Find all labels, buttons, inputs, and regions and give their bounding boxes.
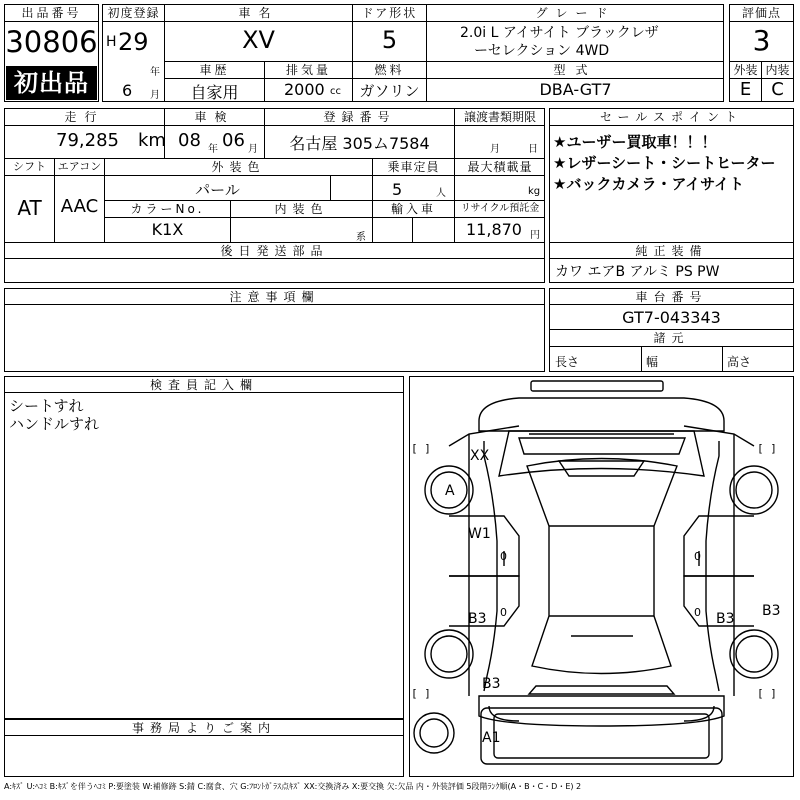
mark-b3-side: B3 [762, 603, 781, 619]
grade-line2: ーセレクション 4WD [474, 43, 610, 59]
model-type-label: 型式 [553, 63, 598, 77]
interior-grade-label: 内装 [765, 63, 790, 77]
mark-zero-right-1: 0 [694, 550, 701, 563]
mark-a1: A1 [482, 730, 501, 746]
mileage-label: 走行 [64, 110, 105, 124]
max-load-label: 最大積載量 [467, 160, 533, 174]
office-label: 事務局よりご案内 [131, 721, 276, 735]
color-no-value: K1X [151, 220, 184, 239]
sales-point-2: ★レザーシート・シートヒーター [553, 154, 776, 172]
fuel-label: 燃料 [374, 63, 405, 77]
mark-w1: W1 [468, 526, 491, 542]
capacity-unit: 人 [436, 188, 446, 199]
notes-label: 注意事項欄 [229, 290, 320, 304]
door-label: ドア形状 [361, 6, 418, 20]
history-value: 自家用 [190, 83, 239, 102]
mark-xx: XX [470, 448, 490, 464]
chassis-value: GT7-043343 [622, 308, 721, 327]
mark-b3-rear: B3 [482, 676, 501, 692]
sales-point-3: ★バックカメラ・アイサイト [553, 175, 745, 193]
car-diagram [409, 376, 794, 777]
mark-zero-right-2: 0 [694, 606, 701, 619]
mark-zero-left-2: 0 [500, 606, 507, 619]
max-load-unit: kg [528, 186, 541, 197]
grade-label: グレード [535, 6, 616, 20]
interior-grade-value: C [771, 79, 784, 100]
score-value: 3 [752, 24, 771, 57]
bracket-left-lower: [ ] [411, 687, 431, 700]
first-reg-year-unit: 年 [150, 67, 160, 78]
shift-label: シフト [13, 160, 46, 173]
lot-number: 30806 [5, 25, 98, 59]
first-reg-month-unit: 月 [150, 90, 160, 101]
inspector-label: 検査員記入欄 [149, 378, 258, 392]
equipment-value: カワ エアB アルミ PS PW [555, 264, 720, 280]
bracket-right-lower: [ ] [757, 687, 777, 700]
displacement-unit: cc [330, 86, 341, 97]
reg-number-label: 登録番号 [323, 110, 396, 124]
capacity-label: 乗車定員 [387, 160, 440, 174]
mark-b3-right: B3 [716, 611, 735, 627]
aircon-label: エアコン [57, 160, 102, 173]
exterior-color-value: パール [195, 181, 240, 199]
inspector-line-2: ハンドルすれ [9, 415, 100, 433]
displacement-value: 2000 [284, 80, 325, 99]
fuel-value: ガソリン [359, 82, 420, 100]
interior-color-suffix: 系 [356, 232, 366, 243]
car-name: XV [242, 26, 275, 54]
car-name-label: 車名 [238, 6, 279, 20]
exterior-color-label: 外装色 [211, 160, 266, 174]
inspection-year-unit: 年 [208, 144, 218, 155]
mark-b3-left: B3 [468, 611, 487, 627]
first-reg-year: 29 [118, 28, 149, 56]
first-listing-badge: 初出品 [6, 66, 97, 100]
transfer-label: 譲渡書類期限 [463, 110, 536, 124]
recycle-label: リサイクル預託金 [460, 203, 540, 214]
recycle-value: 11,870 [466, 220, 522, 239]
later-parts-label: 後日発送部品 [220, 244, 329, 258]
legend-text: A:ｷｽﾞ U:ﾍｺﾐ B:ｷｽﾞを伴うﾍｺﾐ P:要塗装 W:補修跡 S:錆 C:腐食、穴 G:ﾌﾛﾝﾄｶﾞﾗｽ点ｷｽﾞ XX:交換済み X:要交換 欠:欠品 内・外装評価 5段階ﾗﾝｸ順(A・B・C・D・E) 2 [4, 782, 582, 791]
exterior-grade-label: 外装 [733, 63, 758, 77]
inspection-month-unit: 月 [248, 144, 258, 155]
first-reg-era: H [106, 34, 117, 50]
inspection-year: 08 [178, 130, 201, 151]
recycle-unit: 円 [530, 230, 540, 241]
transfer-month-unit: 月 [490, 144, 500, 155]
mark-a-tyre: A [445, 483, 455, 499]
sales-point-1: ★ユーザー買取車！！！ [553, 133, 717, 151]
sales-points-label: セールスポイント [600, 110, 743, 124]
dims-height: 高さ [727, 355, 752, 369]
dims-label: 諸元 [653, 331, 690, 345]
first-reg-label: 初度登録 [107, 6, 160, 20]
inspection-label: 車検 [194, 110, 235, 124]
first-reg-month: 6 [122, 81, 133, 100]
dims-width: 幅 [646, 355, 659, 369]
mileage-value: 79,285 [56, 130, 119, 151]
aircon-value: AAC [60, 196, 99, 217]
grade-line1: 2.0i L アイサイト ブラックレザ [460, 25, 659, 41]
bracket-left: [ ] [411, 442, 431, 455]
mark-zero-left-1: 0 [500, 550, 507, 563]
door-value: 5 [381, 26, 398, 54]
import-label: 輸入車 [390, 202, 436, 216]
score-label: 評価点 [741, 6, 781, 20]
interior-color-label: 内装色 [274, 202, 329, 216]
displacement-label: 排気量 [285, 63, 331, 77]
history-label: 車歴 [199, 63, 230, 77]
equipment-label: 純正装備 [635, 244, 708, 258]
capacity-value: 5 [392, 180, 403, 199]
lot-label: 出品番号 [21, 6, 82, 20]
model-type-value: DBA-GT7 [539, 80, 612, 99]
color-no-label: カラーNo. [130, 202, 205, 216]
chassis-label: 車台番号 [635, 290, 708, 304]
shift-value: AT [17, 196, 42, 220]
inspector-line-1: シートすれ [9, 397, 84, 415]
mileage-unit: km [138, 130, 166, 151]
exterior-grade-value: E [739, 79, 752, 100]
bracket-right: [ ] [757, 442, 777, 455]
dims-length: 長さ [555, 355, 580, 369]
reg-number-value: 名古屋 305ム7584 [289, 134, 430, 153]
transfer-day-unit: 日 [528, 144, 538, 155]
inspection-month: 06 [222, 130, 245, 151]
